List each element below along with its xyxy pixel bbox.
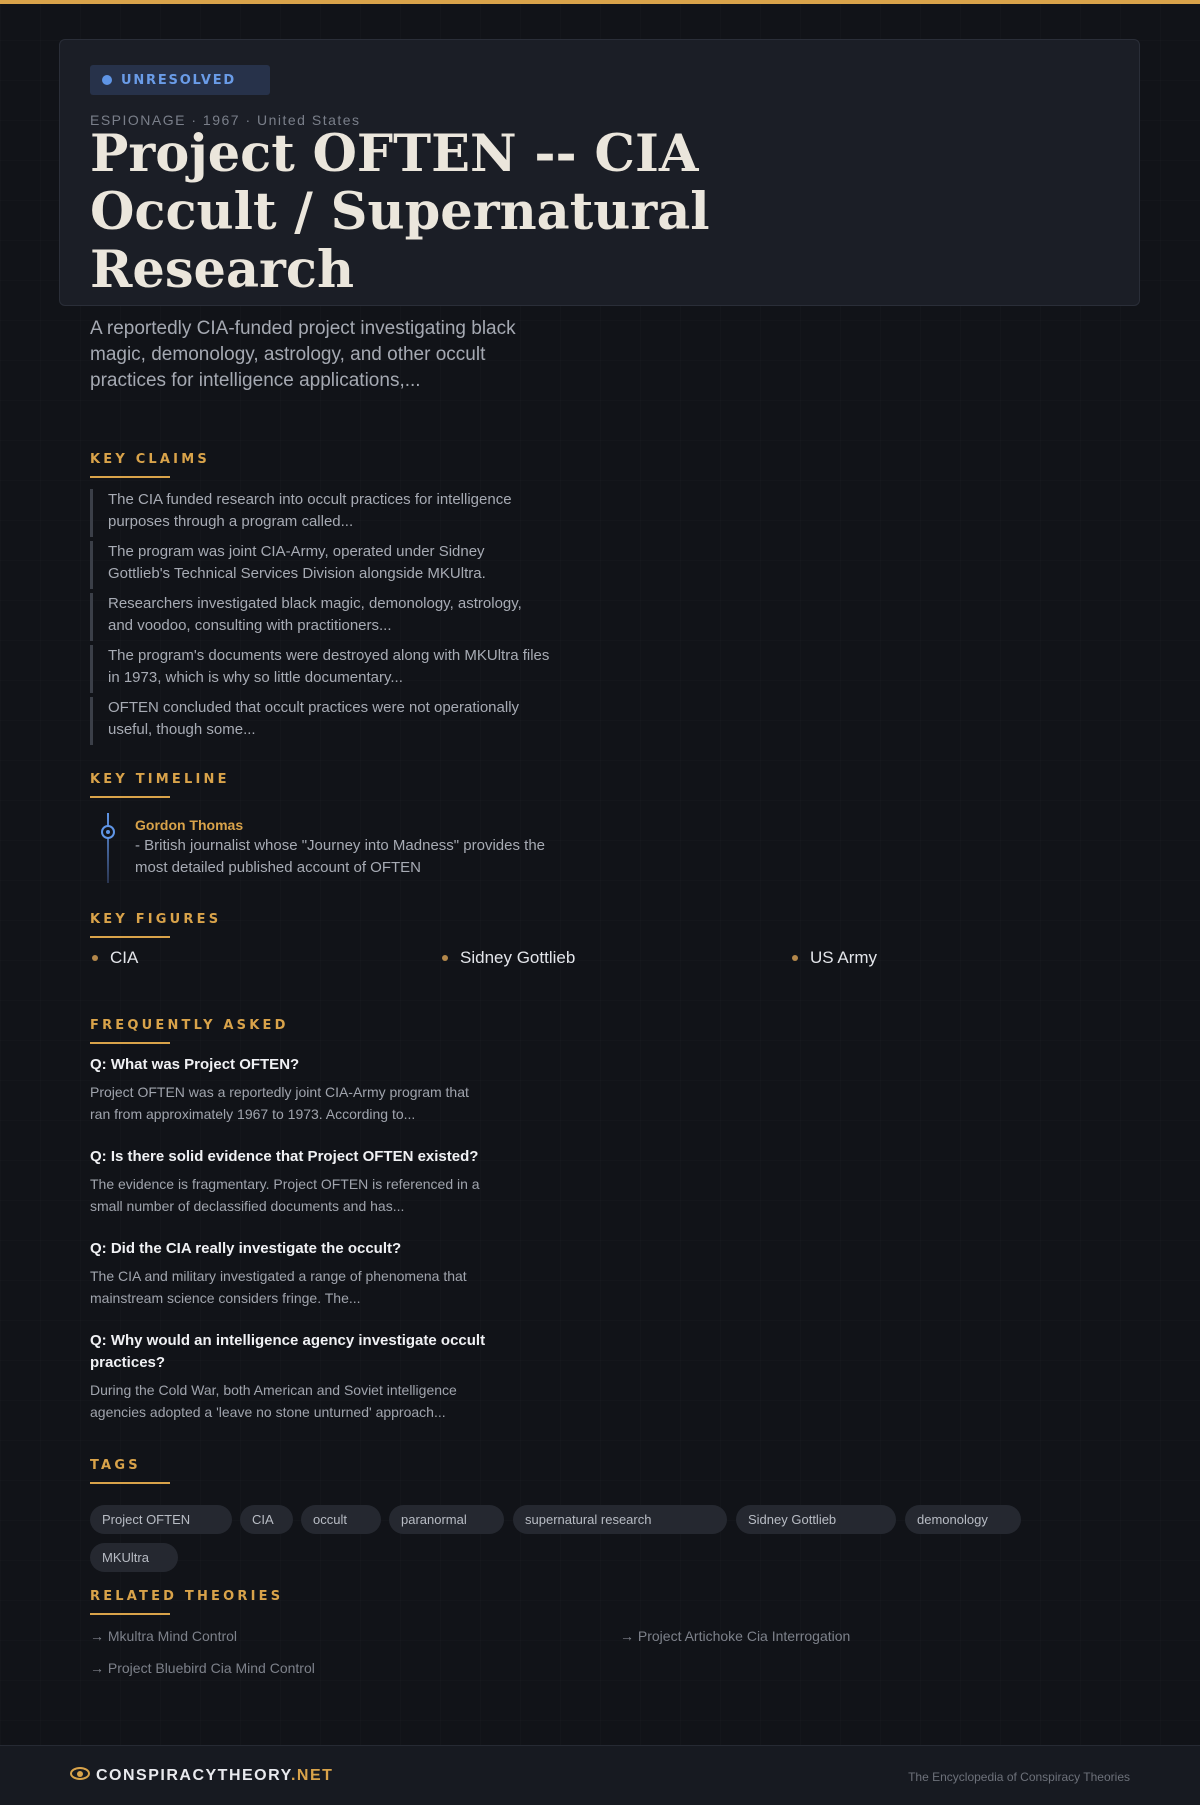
category-meta: ESPIONAGE · 1967 · United States [90,112,361,128]
figure-item [90,948,138,968]
status-dot-icon [102,75,112,85]
claims-list [90,489,550,749]
timeline-node-icon [101,825,115,839]
footer [0,1745,1200,1805]
logo-main-text: CONSPIRACYTHEORY [96,1767,291,1784]
bullet-icon [92,955,98,961]
faq-answer: Project OFTEN was a reportedly joint CIA-Army program that ran from approximately 1967 to 1973. According to... [90,1084,469,1122]
tag-chip[interactable]: demonology [905,1505,1021,1534]
tag-chip[interactable]: MKUltra [90,1543,178,1572]
claim-item: OFTEN concluded that occult practices were not operationally useful, though some... [90,697,550,745]
related-link[interactable]: → Mkultra Mind Control [90,1628,238,1644]
faq-heading: FREQUENTLY ASKED [90,1018,289,1033]
faq-answer: The evidence is fragmentary. Project OFTEN is referenced in a small number of declassified documents and has... [90,1176,480,1214]
bullet-icon [442,955,448,961]
footer-tagline: The Encyclopedia of Conspiracy Theories [908,1770,1130,1784]
faq-item [90,1330,510,1423]
faq-item [90,1146,510,1217]
faq-item [90,1238,510,1309]
faq-answer: The CIA and military investigated a range of phenomena that mainstream science considers fringe. The... [90,1268,467,1306]
faq-question: Q: What was Project OFTEN? [90,1056,300,1073]
claim-item: The program was joint CIA-Army, operated under Sidney Gottlieb's Technical Services Division alongside MKUltra. [90,541,550,589]
status-badge-label: UNRESOLVED [121,72,236,88]
figure-item [790,948,877,968]
key-timeline-heading: KEY TIMELINE [90,772,230,787]
tag-chip[interactable]: Project OFTEN [90,1505,232,1534]
top-accent-bar [0,0,1200,4]
key-figures-heading: KEY FIGURES [90,912,222,927]
related-link[interactable]: → Project Bluebird Cia Mind Control [90,1660,315,1676]
timeline-event-name: Gordon Thomas [135,817,244,833]
hero-card [59,39,1140,306]
timeline-line [107,813,109,883]
faq-question: Q: Is there solid evidence that Project OFTEN existed? [90,1148,479,1165]
eye-icon [70,1767,90,1780]
related-link[interactable]: → Project Artichoke Cia Interrogation [620,1628,851,1644]
figure-name: CIA [110,948,139,967]
figures-list [90,948,1130,972]
timeline-event-description: - British journalist whose "Journey into Madness" provides the most detailed published account of OFTEN [135,837,546,876]
faq-answer: During the Cold War, both American and Soviet intelligence agencies adopted a 'leave no stone unturned' approach... [90,1382,457,1420]
faq-question: Q: Did the CIA really investigate the occult? [90,1240,402,1257]
related-heading: RELATED THEORIES [90,1589,284,1604]
claim-item: The program's documents were destroyed along with MKUltra files in 1973, which is why so little documentary... [90,645,550,693]
key-claims-heading: KEY CLAIMS [90,452,210,467]
faq-question: Q: Why would an intelligence agency investigate occult practices? [90,1332,486,1371]
timeline [98,813,548,883]
tag-chip[interactable]: supernatural research [513,1505,727,1534]
tag-chip[interactable]: CIA [240,1505,293,1534]
tags-heading: TAGS [90,1458,141,1473]
tag-chip[interactable]: occult [301,1505,381,1534]
summary-text: A reportedly CIA-funded project investigating black magic, demonology, astrology, and other occult practices for intelligence applications,... [90,318,516,391]
tag-chip[interactable]: paranormal [389,1505,504,1534]
claim-item: The CIA funded research into occult practices for intelligence purposes through a program called... [90,489,550,537]
figure-name: Sidney Gottlieb [460,948,576,967]
page-title: Project OFTEN -- CIA Occult / Supernatural Research [90,124,710,300]
site-logo[interactable] [96,1767,333,1785]
figure-item [440,948,575,968]
status-badge [90,65,270,95]
tag-chip[interactable]: Sidney Gottlieb [736,1505,896,1534]
figure-name: US Army [810,948,878,967]
faq-item [90,1054,510,1125]
claim-item: Researchers investigated black magic, demonology, astrology, and voodoo, consulting with practitioners... [90,593,550,641]
bullet-icon [792,955,798,961]
logo-suffix-text: .NET [290,1767,334,1784]
